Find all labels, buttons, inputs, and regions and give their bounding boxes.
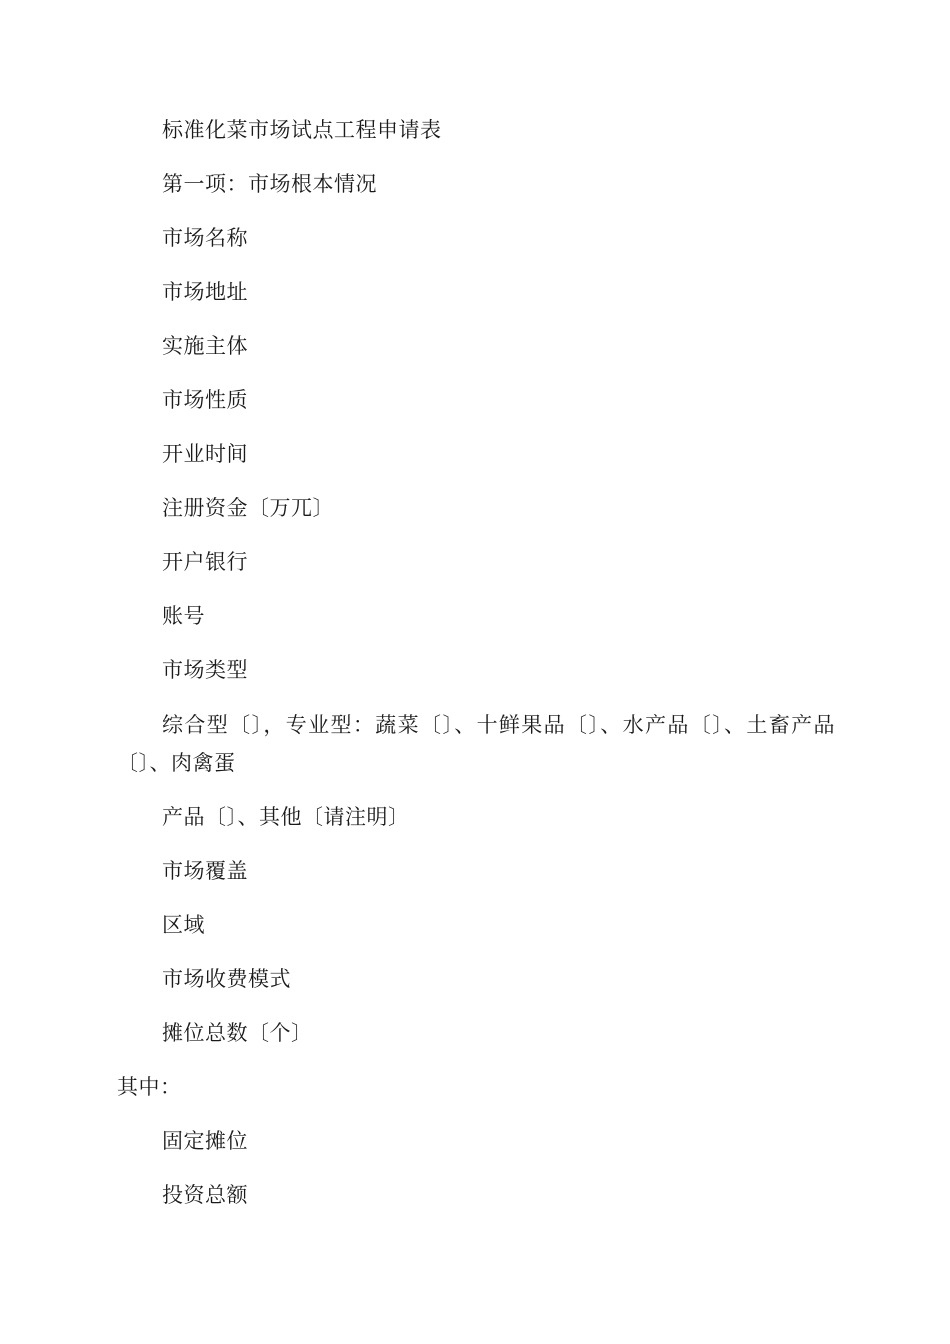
field-market-address: 市场地址	[162, 280, 248, 304]
field-fixed-stalls: 固定摊位	[162, 1129, 248, 1153]
field-total-investment: 投资总额	[162, 1183, 248, 1207]
market-type-options-cont: 产品〔〕、其他〔请注明〕	[162, 805, 410, 829]
field-opening-time: 开业时间	[162, 442, 248, 466]
field-region: 区域	[162, 913, 205, 937]
field-market-type: 市场类型	[162, 658, 248, 682]
market-type-options: 综合型〔〕，专业型：蔬菜〔〕、十鲜果品〔〕、水产品〔〕、土畜产品〔〕、肉禽蛋	[117, 713, 835, 775]
field-total-stalls: 摊位总数〔个〕	[162, 1021, 313, 1045]
field-market-name: 市场名称	[162, 226, 248, 250]
field-implementing-entity: 实施主体	[162, 334, 248, 358]
field-bank: 开户银行	[162, 550, 248, 574]
field-fee-model: 市场收费模式	[162, 967, 291, 991]
document-title: 标准化菜市场试点工程申请表	[162, 118, 442, 142]
field-market-nature: 市场性质	[162, 388, 248, 412]
of-which-label: 其中：	[117, 1075, 182, 1099]
field-account-number: 账号	[162, 604, 205, 628]
section-heading: 第一项：市场根本情况	[162, 172, 377, 196]
field-registered-capital: 注册资金〔万兀〕	[162, 496, 334, 520]
field-coverage: 市场覆盖	[162, 859, 248, 883]
